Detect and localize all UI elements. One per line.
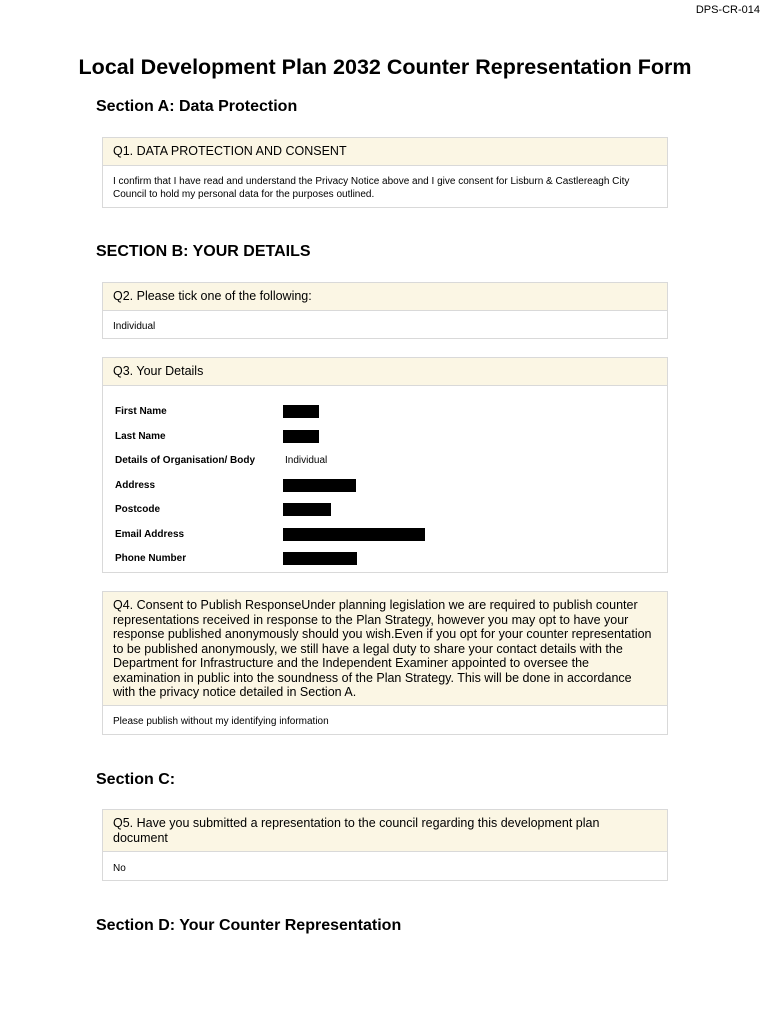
detail-row-organisation	[115, 449, 655, 474]
document-id: DPS-CR-014	[695, 4, 760, 16]
redaction-block	[283, 430, 319, 443]
detail-row-last-name	[115, 424, 655, 449]
detail-label: Details of Organisation/ Body	[115, 455, 256, 467]
detail-label: Email Address	[115, 528, 185, 540]
redaction-block	[283, 479, 356, 492]
redaction-block	[283, 552, 357, 565]
redaction-block	[283, 503, 331, 516]
section-a-heading: Section A: Data Protection	[96, 98, 298, 115]
redaction-block	[283, 405, 319, 418]
q5-box	[102, 809, 668, 881]
section-b-heading: SECTION B: YOUR DETAILS	[96, 243, 311, 260]
detail-label: Postcode	[115, 504, 161, 516]
q1-question: Q1. DATA PROTECTION AND CONSENT	[103, 138, 667, 166]
detail-label: First Name	[115, 406, 167, 418]
detail-row-phone	[115, 547, 655, 572]
page-title: Local Development Plan 2032 Counter Representation Form	[78, 55, 692, 79]
detail-row-first-name	[115, 400, 655, 425]
q4-question: Q4. Consent to Publish ResponseUnder planning legislation we are required to publish counter representations received in response to the Plan Strategy, however you may opt to have your response published anonymously should you wish.Even if you opt for your counter representation to be published anonymously, we still have a legal duty to share your contact details with the Department for Infrastructure and the Independent Examiner appointed to oversee the examination in public into the soundness of the Plan Strategy. This will be done in accordance with the privacy notice detailed in Section A.	[103, 592, 667, 706]
q4-box	[102, 591, 668, 735]
q1-box	[102, 137, 668, 208]
detail-value: Individual	[285, 455, 328, 467]
details-table	[103, 386, 667, 580]
detail-row-email	[115, 522, 655, 547]
q1-answer: I confirm that I have read and understand the Privacy Notice above and I give consent for Lisburn & Castlereagh City Council to hold my personal data for the purposes outlined.	[113, 175, 630, 200]
q3-question: Q3. Your Details	[103, 358, 667, 386]
q2-answer: Individual	[113, 320, 156, 332]
detail-label: Address	[115, 479, 156, 491]
detail-row-address	[115, 473, 655, 498]
detail-row-postcode	[115, 498, 655, 523]
section-c-heading: Section C:	[96, 771, 176, 788]
redaction-block	[283, 528, 425, 541]
q5-answer: No	[113, 863, 126, 874]
detail-label: Phone Number	[115, 553, 187, 565]
q2-box	[102, 282, 668, 339]
section-d-heading: Section D: Your Counter Representation	[96, 917, 402, 934]
q2-question: Q2. Please tick one of the following:	[103, 283, 667, 311]
q5-question: Q5. Have you submitted a representation to the council regarding this development plan document	[103, 810, 667, 852]
q4-answer: Please publish without my identifying information	[113, 715, 329, 727]
q3-box	[102, 357, 668, 573]
detail-label: Last Name	[115, 430, 166, 442]
